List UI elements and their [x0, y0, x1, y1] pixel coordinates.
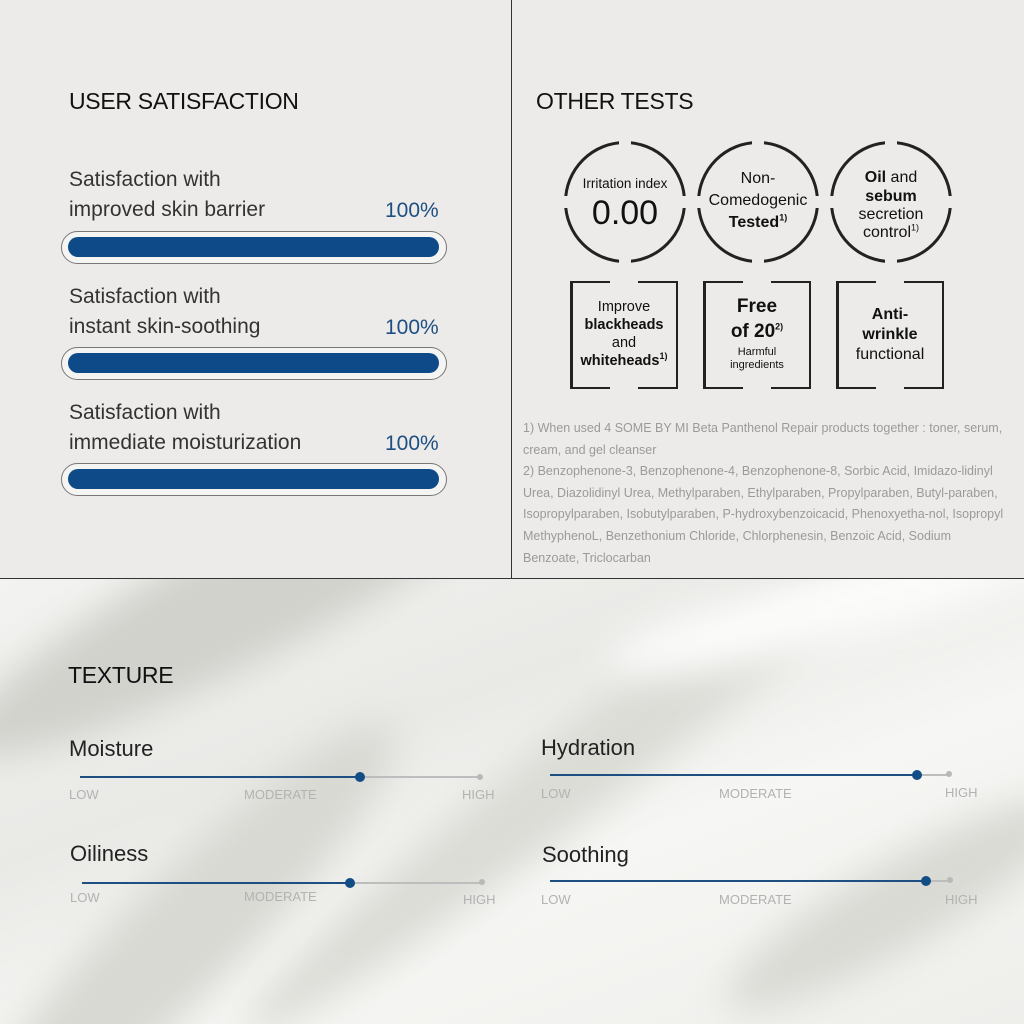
moisture-scale-high: HIGH	[462, 787, 495, 802]
comedogenic-line3: Tested$^{1)}$	[728, 212, 788, 231]
footnote-1: 1) When used 4 SOME BY MI Beta Panthenol Repair products together : toner, serum, cream, and gel cleanser	[523, 421, 1003, 457]
soothing-end-dot	[947, 877, 953, 883]
vertical-divider	[511, 0, 512, 578]
soothing-knob	[921, 876, 931, 886]
satisfaction-percent-moisturization: 100%	[385, 432, 439, 455]
soothing-label: Soothing	[542, 842, 629, 867]
horizontal-divider	[0, 578, 1024, 579]
irritation-label: Irritation index	[582, 176, 668, 191]
oil-line2: sebum	[865, 188, 917, 205]
moisture-scale-low: LOW	[69, 787, 99, 802]
blackheads-badge	[570, 281, 678, 389]
free-line1: Free	[736, 296, 778, 317]
blackheads-line1: Improve	[597, 299, 651, 315]
oiliness-label: Oiliness	[70, 841, 149, 866]
hydration-fill	[550, 774, 917, 776]
soothing-scale-low: LOW	[541, 892, 571, 907]
soothing-scale-moderate: MODERATE	[719, 892, 792, 907]
moisture-fill	[80, 776, 360, 778]
hydration-end-dot	[946, 771, 952, 777]
wrinkle-line1: Anti-	[871, 306, 909, 323]
moisture-track	[80, 776, 480, 778]
moisture-label: Moisture	[69, 736, 154, 761]
texture-title: TEXTURE	[68, 662, 174, 688]
moisture-end-dot	[477, 774, 483, 780]
soothing-track	[550, 880, 950, 882]
anti-wrinkle-badge	[836, 281, 944, 389]
hydration-scale-low: LOW	[541, 786, 571, 801]
free-line2: of 20$^{2)}$	[730, 321, 784, 342]
irritation-badge	[564, 141, 686, 263]
free-of-20-badge	[703, 281, 811, 389]
satisfaction-percent-soothing: 100%	[385, 316, 439, 339]
free-line3: Harmful	[737, 346, 777, 358]
oiliness-fill	[82, 882, 350, 884]
satisfaction-bar-barrier	[61, 231, 447, 264]
other-tests-title: OTHER TESTS	[536, 88, 694, 114]
oiliness-scale-low: LOW	[70, 890, 100, 905]
blackheads-line2: blackheads	[584, 317, 664, 333]
soothing-fill	[550, 880, 926, 882]
satisfaction-bar-soothing	[61, 347, 447, 380]
satisfaction-label-moisturization: Satisfaction with immediate moisturization	[69, 401, 302, 454]
wrinkle-line2: wrinkle	[862, 326, 918, 343]
free-line4: ingredients	[730, 359, 784, 371]
footnote-2: 2) Benzophenone-3, Benzophenone-4, Benzophenone-8, Sorbic Acid, Imidazo-lidinyl Urea, Diazolidinyl Urea, Methylparaben, Ethylparaben, Propylparaben, Butyl-paraben, Isopropylparaben, Isobutylparaben, P-hydroxybenzoicacid, Phenoxyetha-nol, Isopropyl MethyphenoL, Benzethonium Chloride, Chlorphenesin, Benzoic Acid, Sodium Benzoate, Triclocarban	[523, 464, 1004, 565]
satisfaction-bar-fill	[68, 469, 439, 489]
hydration-scale-high: HIGH	[945, 785, 978, 800]
satisfaction-bar-fill	[68, 237, 439, 257]
comedogenic-badge	[697, 141, 819, 263]
oiliness-track	[82, 882, 482, 884]
hydration-scale-moderate: MODERATE	[719, 786, 792, 801]
moisture-scale-moderate: MODERATE	[244, 787, 317, 802]
blackheads-line3: and	[611, 335, 637, 351]
satisfaction-label-soothing: Satisfaction with instant skin-soothing	[69, 285, 261, 338]
oiliness-knob	[345, 878, 355, 888]
oil-line4: control$^{1)}$	[862, 222, 920, 241]
hydration-track	[550, 774, 949, 776]
satisfaction-bar-fill	[68, 353, 439, 373]
footnotes	[523, 418, 1008, 569]
satisfaction-label-barrier: Satisfaction with improved skin barrier	[69, 168, 266, 221]
moisture-knob	[355, 772, 365, 782]
soothing-scale-high: HIGH	[945, 892, 978, 907]
satisfaction-bar-moisturization	[61, 463, 447, 496]
oil-line3: secretion	[858, 206, 924, 223]
oiliness-scale-moderate: MODERATE	[244, 889, 317, 904]
oiliness-end-dot	[479, 879, 485, 885]
texture-background	[0, 579, 1024, 1024]
oiliness-scale-high: HIGH	[463, 892, 496, 907]
comedogenic-line1: Non-	[740, 170, 776, 187]
satisfaction-percent-barrier: 100%	[385, 199, 439, 222]
oil-line1: Oil and	[864, 169, 918, 186]
hydration-label: Hydration	[541, 735, 636, 760]
oil-sebum-badge	[830, 141, 952, 263]
user-satisfaction-title: USER SATISFACTION	[69, 88, 299, 114]
irritation-value: 0.00	[591, 194, 659, 232]
blackheads-line4: whiteheads$^{1)}$	[580, 351, 668, 369]
comedogenic-line2: Comedogenic	[708, 192, 808, 209]
wrinkle-line3: functional	[855, 346, 925, 363]
